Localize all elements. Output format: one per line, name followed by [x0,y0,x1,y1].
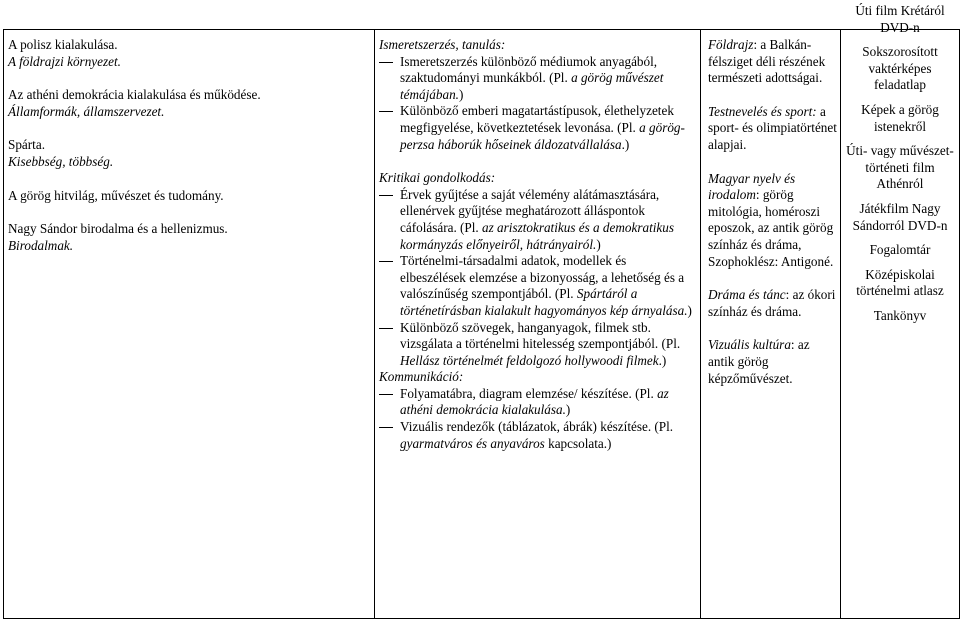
topics-cell [4,30,375,619]
bullet-text: Spártáról a történetírásban kialakult hagyományos kép árnyalása. [400,286,688,318]
connection-text: : az ókori színház és dráma. [708,287,836,319]
topic-block [8,221,369,254]
bullet-text: Folyamatábra, diagram elemzése/ készítése. (Pl. [400,385,658,401]
connection-block [708,171,837,271]
bullet-text: Hellász történelmét feldolgozó hollywoodi filmek [400,352,659,368]
connection-text: Testnevelés és sport: [708,103,817,119]
bullet-text: kapcsolata.) [544,435,612,451]
topic-line: Spárta. [8,137,45,153]
skills-cell [375,30,701,619]
bullet-text: a görög művészet témájában. [400,70,664,102]
connection-text: Dráma és tánc [708,287,786,303]
topic-block [8,87,369,120]
bullet-text: .) [621,136,630,152]
spacer [379,153,694,170]
bullet-item [379,187,694,253]
resource-item: Tankönyv [873,307,927,323]
bullet-text: Különböző emberi magatartástípusok, élethelyzetek megfigyelése, következtetések levonása. (Pl. [400,103,674,135]
section-heading: Kommunikáció: [379,369,464,385]
connection-text: : az antik görög képzőművészet. [708,337,810,386]
connection-block [708,337,837,387]
resource-item: Középiskolai történelmi atlasz [856,266,944,299]
connection-text: : görög mitológia, homéroszi eposzok, az antik görög színház és dráma, Szophoklész: Antigoné. [708,187,834,269]
connection-block [708,287,837,320]
topic-line: A földrajzi környezet. [8,53,121,69]
section-heading: Ismeretszerzés, tanulás: [379,37,506,52]
bullet-text: ) [596,236,601,252]
connection-text: a sport- és olimpiatörténet alapjai. [708,103,837,152]
topic-block [8,188,369,205]
topic-line: Az athéni demokrácia kialakulása és működése. [8,87,261,103]
topic-line: Birodalmak. [8,237,74,253]
topic-line: Nagy Sándor birodalma és a hellenizmus. [8,221,228,237]
bullet-text: .) [658,352,667,368]
bullet-text: Érvek gyűjtése a saját vélemény alátámasztására, ellenérvek gyűjtése meghatározott álláspontok cáfolására. (Pl. [400,186,660,235]
bullet-item [379,320,694,370]
connection-text: Magyar nyelv és irodalom [708,170,796,203]
bullet-text: az athéni demokrácia kialakulása. [400,385,669,418]
bullet-text: a görög-perzsa háborúk hőseinek áldozatvállalása [400,119,685,152]
bullet-item [379,54,694,104]
resource-item: Játékfilm Nagy Sándorról DVD-n [852,200,948,233]
topic-block [8,37,369,70]
bullet-item [379,386,694,419]
bullet-text: az arisztokratikus és a demokratikus kormányzás előnyeiről, hátrányairól. [400,219,674,252]
resource-item: Képek a görög istenekről [861,101,939,134]
connection-text: Vizuális kultúra [708,337,791,353]
table-row [4,30,960,619]
bullet-text: gyarmatváros és anyaváros [400,435,545,451]
connection-block [708,37,837,87]
bullet-text: Vizuális rendezők (táblázatok, ábrák) készítése. (Pl. [400,419,674,435]
connections-cell [701,30,841,619]
topic-line: Kisebbség, többség. [8,153,114,169]
connection-text: Földrajz [708,37,754,52]
bullet-text: ) [565,402,571,418]
bullet-text: Különböző szövegek, hanganyagok, filmek stb. vizsgálata a történelmi hitelesség szempontjából. (Pl. [400,319,681,352]
topic-line: A görög hitvilág, művészet és tudomány. [8,187,224,203]
resource-item: Úti- vagy művészet-történeti film Athénról [846,143,954,192]
section-heading: Kritikai gondolkodás: [379,170,496,186]
bullet-text: ) [687,302,692,318]
resource-item: Fogalomtár [869,242,931,258]
bullet-text: ) [458,86,464,102]
topic-line: Államformák, államszervezet. [8,103,165,119]
resources-cell [841,3,960,619]
resource-item: Sokszorosított vaktérképes feladatlap [862,44,938,93]
topic-block [8,137,369,170]
bullet-item [379,419,694,452]
bullet-item [379,103,694,153]
connection-block [708,104,837,154]
resource-item: Úti film Krétáról DVD-n [855,3,945,35]
topic-line: A polisz kialakulása. [8,37,118,52]
curriculum-table [3,3,960,619]
connection-text: : a Balkán-félsziget déli részének természeti adottságai. [708,37,826,86]
bullet-text: Ismeretszerzés különböző médiumok anyagából, szaktudományi munkákból. (Pl. [400,53,658,86]
bullet-item [379,253,694,319]
bullet-text: Történelmi-társadalmi adatok, modellek és elbeszélések elemzése a bizonyosság, a lehetőség és a valószínűség szempontjából. (Pl. [400,253,685,302]
